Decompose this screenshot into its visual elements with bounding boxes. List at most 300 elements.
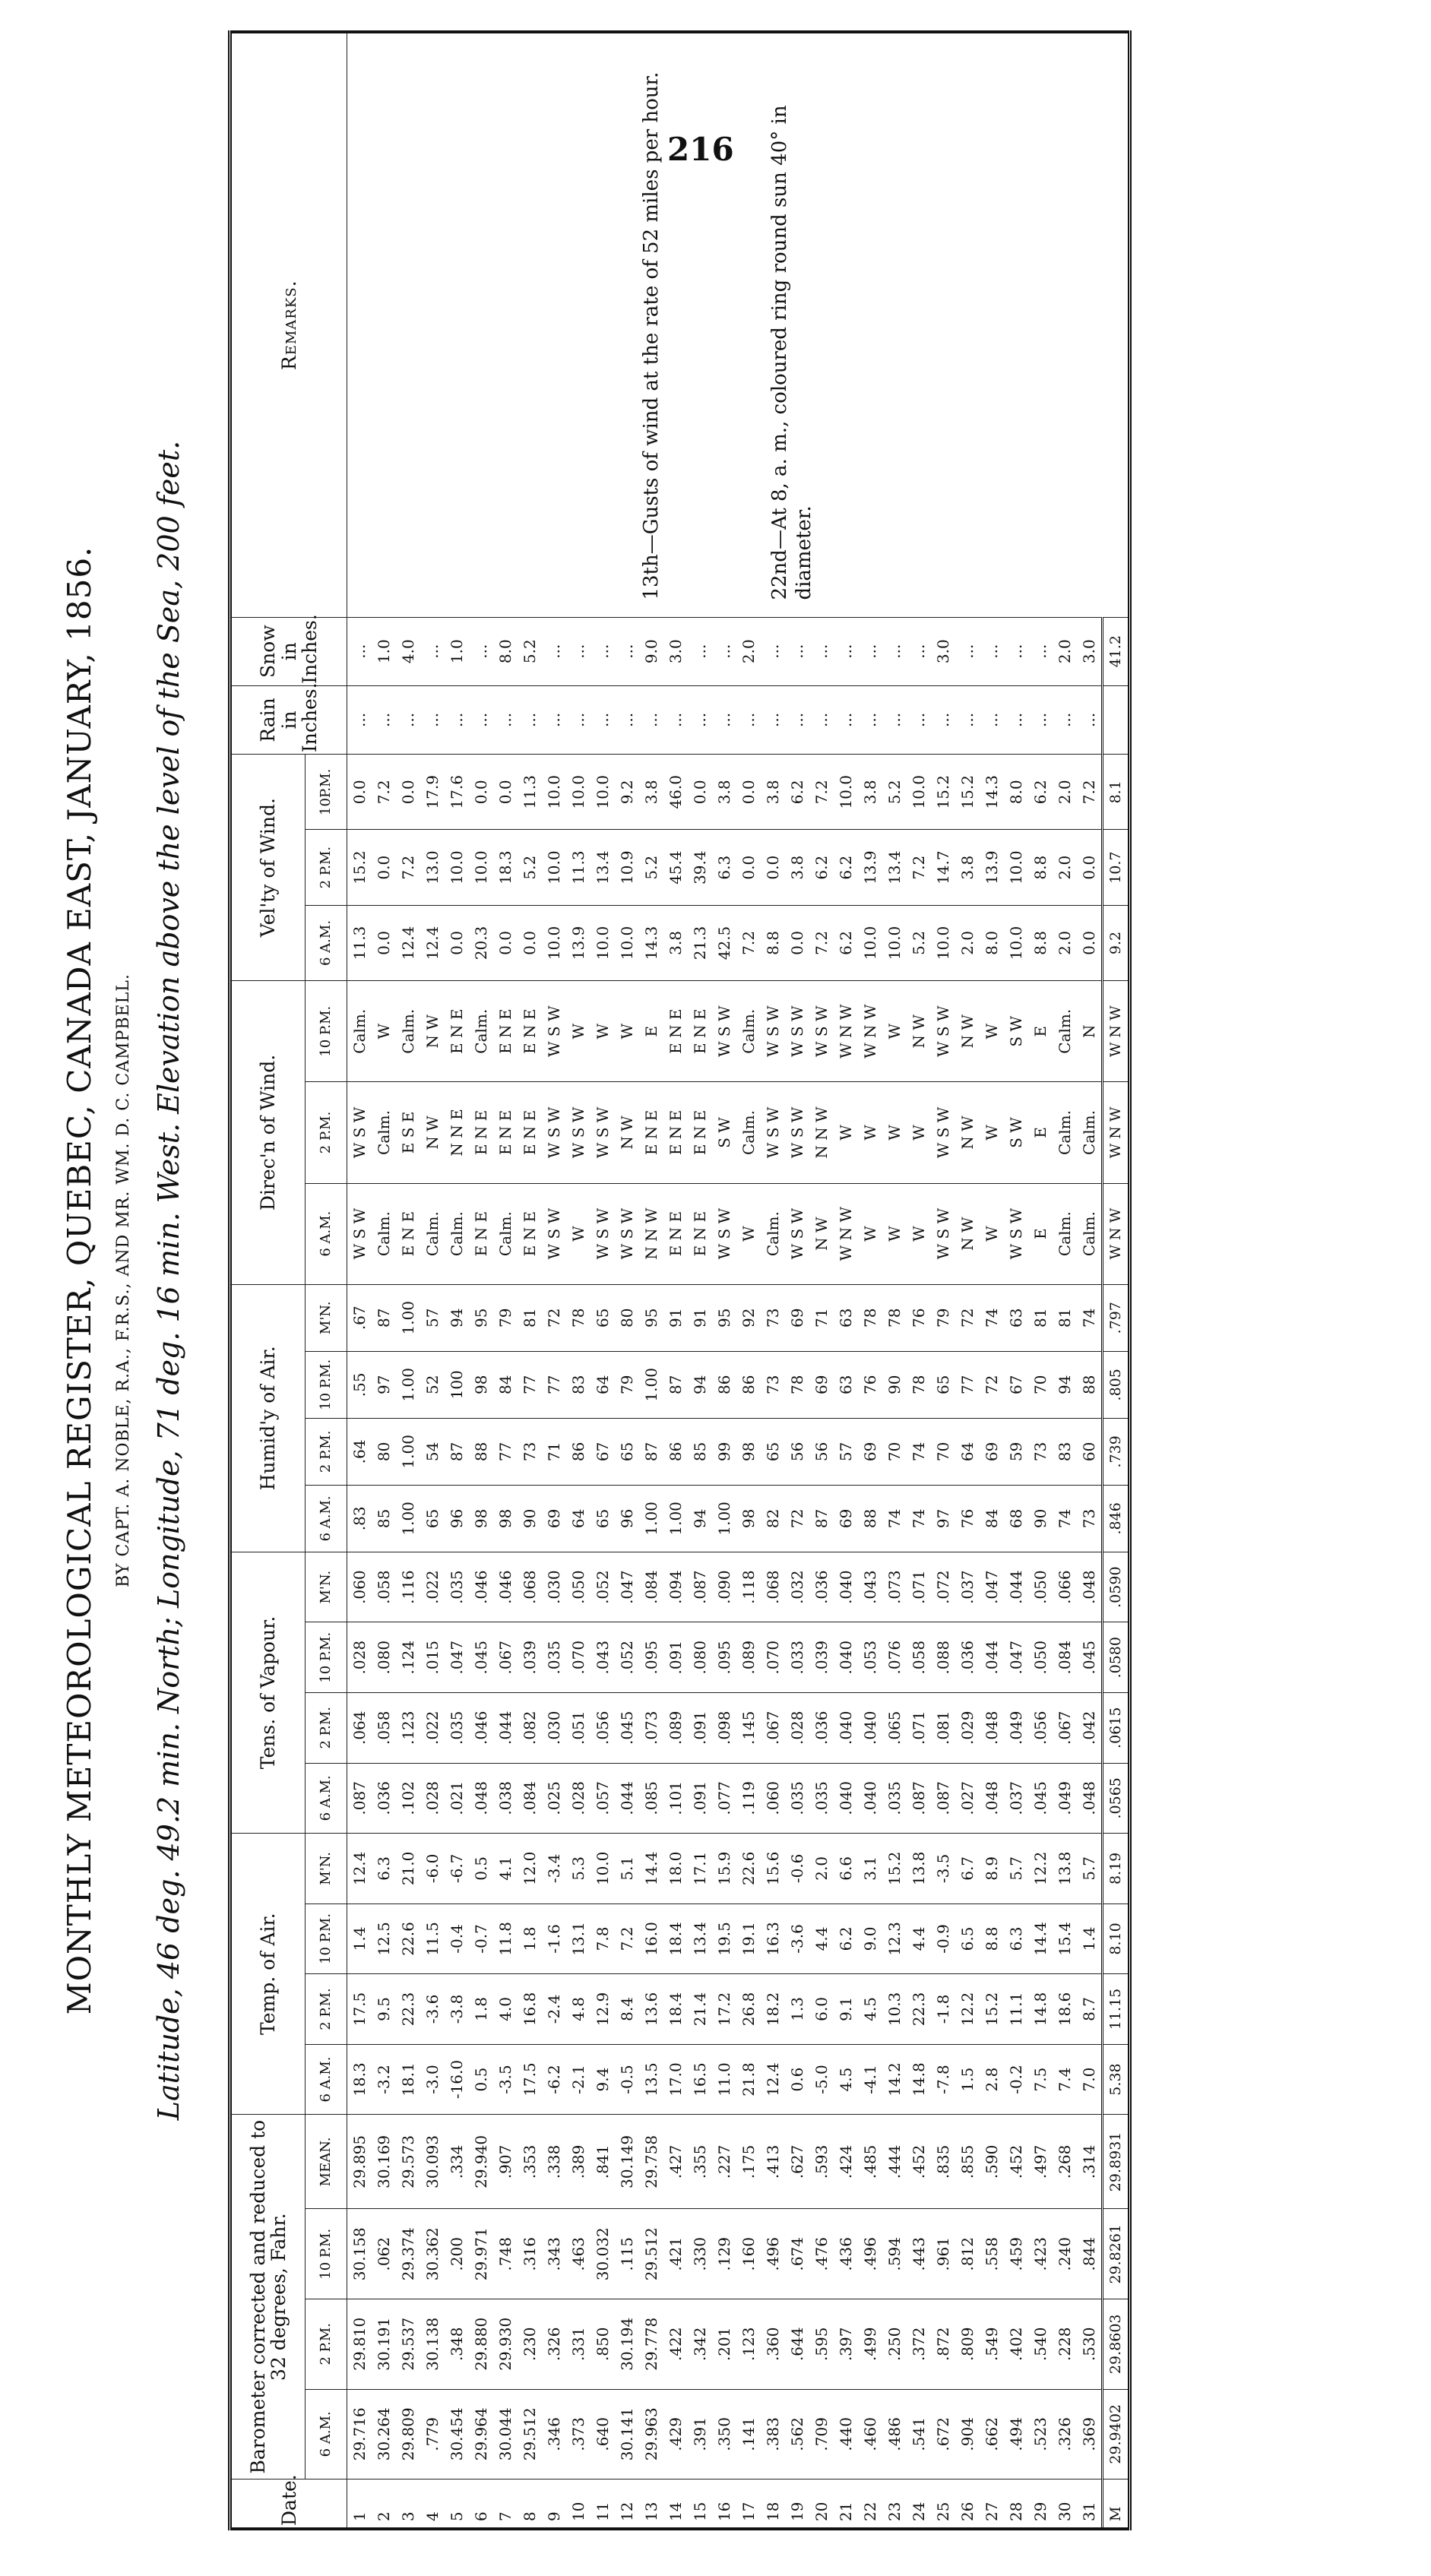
table-cell: Calm. (1077, 1183, 1103, 1284)
table-cell: 84 (980, 1485, 1004, 1552)
table-cell: 8.0 (493, 617, 518, 685)
table-cell: .087 (931, 1763, 955, 1834)
table-cell: 65 (931, 1351, 955, 1418)
table-cell: 15.2 (347, 830, 372, 905)
table-cell: .028 (785, 1692, 809, 1763)
date-header: Date. (230, 2479, 347, 2529)
table-cell: 5.2 (639, 830, 663, 905)
table-cell: 10.0 (834, 755, 858, 830)
table-cell: 39.4 (688, 830, 712, 905)
table-cell: .047 (1004, 1622, 1028, 1693)
table-cell: 9.4 (590, 2044, 615, 2115)
sub-header: 2 P.M. (306, 830, 347, 905)
table-cell: ... (1004, 617, 1028, 685)
table-cell: .314 (1077, 2115, 1103, 2209)
table-cell: 1.00 (663, 1485, 688, 1552)
table-cell: 3.8 (955, 830, 980, 905)
table-cell: .037 (1004, 1763, 1028, 1834)
table-cell: .558 (980, 2209, 1004, 2299)
table-cell: Calm. (469, 981, 493, 1082)
table-cell: 10.0 (566, 755, 590, 830)
table-cell: .036 (809, 1552, 834, 1622)
table-cell: 46.0 (663, 755, 688, 830)
sub-header: MEAN. (306, 2115, 347, 2209)
table-cell: .348 (445, 2299, 469, 2390)
remark-note: 22nd—At 8, a. m., coloured ring round sun 40° in diameter. (768, 105, 815, 600)
table-cell: 6.3 (1004, 1904, 1028, 1974)
table-cell: .021 (445, 1763, 469, 1834)
table-cell: .088 (931, 1622, 955, 1693)
table-cell: .046 (469, 1552, 493, 1622)
table-cell: 8.8 (761, 905, 785, 980)
table-cell: .098 (712, 1692, 736, 1763)
table-cell: 1.4 (347, 1904, 372, 1974)
table-cell: 11 (590, 2479, 615, 2529)
table-cell: 2.0 (809, 1834, 834, 1904)
table-cell: .081 (931, 1692, 955, 1763)
table-cell: .160 (736, 2209, 761, 2299)
table-cell: 5.2 (518, 830, 542, 905)
table-cell: W (566, 1183, 590, 1284)
table-cell: 2.0 (1053, 755, 1077, 830)
table-cell: W N W (858, 981, 882, 1082)
table-cell: .141 (736, 2389, 761, 2479)
table-cell: -1.8 (931, 1974, 955, 2045)
table-cell: .844 (1077, 2209, 1103, 2299)
table-cell: 7.2 (615, 1904, 639, 1974)
table-cell: .779 (420, 2389, 445, 2479)
table-cell: .640 (590, 2389, 615, 2479)
table-cell: .486 (882, 2389, 907, 2479)
table-cell: 14.8 (907, 2044, 931, 2115)
table-cell: ... (761, 685, 785, 754)
table-cell: W (907, 1082, 931, 1183)
table-cell: 5.7 (1004, 1834, 1028, 1904)
table-cell: 7.4 (1053, 2044, 1077, 2115)
table-cell: -2.1 (566, 2044, 590, 2115)
table-cell: 12.4 (396, 905, 420, 980)
table-cell: .809 (955, 2299, 980, 2390)
table-cell: .644 (785, 2299, 809, 2390)
table-cell: 69 (785, 1284, 809, 1351)
table-cell: ... (372, 685, 396, 754)
table-cell: 82 (761, 1485, 785, 1552)
table-cell: .064 (347, 1692, 372, 1763)
table-cell: 90 (518, 1485, 542, 1552)
table-cell: .334 (445, 2115, 469, 2209)
table-cell: 69 (834, 1485, 858, 1552)
table-cell: 29.971 (469, 2209, 493, 2299)
table-cell: 12.2 (955, 1974, 980, 2045)
table-cell: 3.0 (1077, 617, 1103, 685)
table-cell: 29.716 (347, 2389, 372, 2479)
mean-cell: 29.8931 (1103, 2115, 1130, 2209)
table-cell: 10.0 (858, 905, 882, 980)
table-cell: .413 (761, 2115, 785, 2209)
table-cell: .907 (493, 2115, 518, 2209)
table-cell: 72 (785, 1485, 809, 1552)
table-cell: 21.4 (688, 1974, 712, 2045)
table-cell: .070 (761, 1622, 785, 1693)
table-cell: 6.3 (372, 1834, 396, 1904)
table-cell: 65 (590, 1485, 615, 1552)
table-cell: 29.963 (639, 2389, 663, 2479)
table-cell: .961 (931, 2209, 955, 2299)
table-cell: 5.3 (566, 1834, 590, 1904)
table-cell: 85 (688, 1418, 712, 1485)
table-cell: 30.138 (420, 2299, 445, 2390)
table-cell: 7.2 (809, 755, 834, 830)
table-cell: 18.0 (663, 1834, 688, 1904)
table-cell: ... (858, 685, 882, 754)
table-cell: -3.5 (493, 2044, 518, 2115)
table-cell: .102 (396, 1763, 420, 1834)
table-cell: .048 (1077, 1763, 1103, 1834)
table-cell: .095 (639, 1622, 663, 1693)
table-cell: 98 (736, 1418, 761, 1485)
table-cell: .350 (712, 2389, 736, 2479)
table-cell: 8.0 (980, 905, 1004, 980)
table-cell: 77 (518, 1351, 542, 1418)
table-cell: .058 (372, 1552, 396, 1622)
table-cell: 13 (639, 2479, 663, 2529)
table-cell: .045 (1028, 1763, 1053, 1834)
table-cell: 12.4 (420, 905, 445, 980)
table-cell: .048 (1077, 1552, 1103, 1622)
table-cell: W S W (1004, 1183, 1028, 1284)
table-cell: .052 (615, 1622, 639, 1693)
table-cell: ... (566, 685, 590, 754)
table-cell: 15.2 (980, 1974, 1004, 2045)
table-cell: .046 (493, 1552, 518, 1622)
table-cell: E N E (493, 1082, 518, 1183)
table-cell: .422 (663, 2299, 688, 2390)
table-cell: 69 (980, 1418, 1004, 1485)
table-cell: .036 (809, 1692, 834, 1763)
table-cell: 13.6 (639, 1974, 663, 2045)
table-cell: 99 (712, 1418, 736, 1485)
table-cell: ... (785, 685, 809, 754)
table-cell: 18.3 (493, 830, 518, 905)
table-cell: 22.6 (736, 1834, 761, 1904)
table-cell: 1.00 (712, 1485, 736, 1552)
table-cell: S W (1004, 1082, 1028, 1183)
table-cell: ... (493, 685, 518, 754)
table-cell: 10.0 (445, 830, 469, 905)
table-cell: .050 (566, 1552, 590, 1622)
table-cell: .101 (663, 1763, 688, 1834)
table-cell: .748 (493, 2209, 518, 2299)
table-cell: .230 (518, 2299, 542, 2390)
table-cell: 13.1 (566, 1904, 590, 1974)
snow-header: Snow in Inches. (230, 617, 347, 685)
mean-cell: 9.2 (1103, 905, 1130, 980)
table-cell: .035 (445, 1692, 469, 1763)
mean-cell: .805 (1103, 1351, 1130, 1418)
mean-cell: M (1103, 2479, 1130, 2529)
table-cell: -4.1 (858, 2044, 882, 2115)
table-cell: 63 (1004, 1284, 1028, 1351)
table-cell: 26.8 (736, 1974, 761, 2045)
table-cell: 83 (566, 1351, 590, 1418)
table-cell: .201 (712, 2299, 736, 2390)
table-cell: 73 (518, 1418, 542, 1485)
table-cell: .047 (445, 1622, 469, 1693)
table-cell: 59 (1004, 1418, 1028, 1485)
table-cell: ... (931, 685, 955, 754)
table-cell: E N E (518, 1082, 542, 1183)
table-cell: .050 (1028, 1622, 1053, 1693)
table-cell: 57 (834, 1418, 858, 1485)
table-cell: 29.940 (469, 2115, 493, 2209)
table-cell: ... (396, 685, 420, 754)
table-cell: 30 (1053, 2479, 1077, 2529)
table-cell: 91 (663, 1284, 688, 1351)
table-cell: W (882, 981, 907, 1082)
table-cell: .627 (785, 2115, 809, 2209)
table-cell: -0.9 (931, 1904, 955, 1974)
table-cell: 2.0 (955, 905, 980, 980)
table-cell: 83 (1053, 1418, 1077, 1485)
table-cell: W (907, 1183, 931, 1284)
table-cell: .030 (542, 1692, 566, 1763)
table-cell: .330 (688, 2209, 712, 2299)
table-cell: 6.2 (834, 905, 858, 980)
table-cell: 11.5 (420, 1904, 445, 1974)
table-cell: 95 (639, 1284, 663, 1351)
page-number: 216 (667, 131, 734, 168)
register-authors: BY CAPT. A. NOBLE, R.A., F.R.S., AND MR. WM. D. C. CAMPBELL. (114, 973, 133, 1587)
table-cell: 9.2 (615, 755, 639, 830)
table-cell: 0.0 (493, 905, 518, 980)
table-cell: .145 (736, 1692, 761, 1763)
table-cell: 1.8 (518, 1904, 542, 1974)
table-cell: 5 (445, 2479, 469, 2529)
table-cell: 7.8 (590, 1904, 615, 1974)
table-cell: N W (955, 1082, 980, 1183)
table-cell: 3.0 (931, 617, 955, 685)
table-cell: 0.0 (396, 755, 420, 830)
temp-header: Temp. of Air. (230, 1834, 306, 2115)
table-cell: 60 (1077, 1418, 1103, 1485)
table-cell: 30.158 (347, 2209, 372, 2299)
table-cell: .073 (882, 1552, 907, 1622)
table-cell: 1.00 (639, 1351, 663, 1418)
table-cell: -7.8 (931, 2044, 955, 2115)
table-cell: 13.9 (566, 905, 590, 980)
table-cell: .080 (372, 1622, 396, 1693)
table-cell: 98 (469, 1485, 493, 1552)
table-cell: 30.194 (615, 2299, 639, 2390)
table-cell: 13.8 (1053, 1834, 1077, 1904)
table-cell: S W (712, 1082, 736, 1183)
table-cell: 1.00 (396, 1485, 420, 1552)
table-cell: 64 (566, 1485, 590, 1552)
table-cell: 63 (834, 1351, 858, 1418)
table-cell: .028 (420, 1763, 445, 1834)
table-cell: 85 (372, 1485, 396, 1552)
table-cell: 18.1 (396, 2044, 420, 2115)
table-cell: .066 (1053, 1552, 1077, 1622)
table-cell: 2.8 (980, 2044, 1004, 2115)
table-cell: 72 (980, 1351, 1004, 1418)
table-cell: .338 (542, 2115, 566, 2209)
table-cell: .032 (785, 1552, 809, 1622)
table-cell: 78 (907, 1351, 931, 1418)
table-cell: Calm. (1053, 1082, 1077, 1183)
table-cell: 6 (469, 2479, 493, 2529)
table-cell: 15.2 (955, 755, 980, 830)
sub-header: 6 A.M. (306, 1485, 347, 1552)
table-cell: 8.8 (980, 1904, 1004, 1974)
table-cell: .077 (712, 1763, 736, 1834)
sub-header: 10 P.M. (306, 981, 347, 1082)
table-cell: 29.512 (518, 2389, 542, 2479)
table-cell: .55 (347, 1351, 372, 1418)
table-cell: 69 (542, 1485, 566, 1552)
table-cell: 12.4 (347, 1834, 372, 1904)
table-cell: ... (615, 685, 639, 754)
table-cell: .071 (907, 1692, 931, 1763)
table-cell: .674 (785, 2209, 809, 2299)
table-cell: .048 (469, 1763, 493, 1834)
table-cell: 19.1 (736, 1904, 761, 1974)
mean-cell: 8.19 (1103, 1834, 1130, 1904)
table-cell: 78 (785, 1351, 809, 1418)
table-cell: 2.0 (1053, 905, 1077, 980)
table-cell: ... (615, 617, 639, 685)
table-cell: .343 (542, 2209, 566, 2299)
table-cell: ... (590, 685, 615, 754)
table-cell: 68 (1004, 1485, 1028, 1552)
remarks-header: Remarks. (230, 32, 347, 617)
table-cell: 90 (882, 1351, 907, 1418)
table-cell: 29.512 (639, 2209, 663, 2299)
table-cell: ... (1004, 685, 1028, 754)
table-cell: W S W (542, 1082, 566, 1183)
table-cell: ... (518, 685, 542, 754)
table-cell: 19 (785, 2479, 809, 2529)
table-cell: 95 (712, 1284, 736, 1351)
table-cell: 8 (518, 2479, 542, 2529)
table-cell: ... (834, 617, 858, 685)
table-cell: 0.0 (785, 905, 809, 980)
table-cell: 4.5 (834, 2044, 858, 2115)
table-cell: 86 (736, 1351, 761, 1418)
table-cell: 20.3 (469, 905, 493, 980)
table-cell: W S W (931, 1082, 955, 1183)
table-cell: 100 (445, 1351, 469, 1418)
table-cell: .523 (1028, 2389, 1053, 2479)
table-cell: 10.0 (1004, 905, 1028, 980)
table-cell: .022 (420, 1692, 445, 1763)
table-cell: 12.5 (372, 1904, 396, 1974)
table-cell: 22.6 (396, 1904, 420, 1974)
table-cell: .250 (882, 2299, 907, 2390)
table-cell: 21.3 (688, 905, 712, 980)
table-cell: 30.264 (372, 2389, 396, 2479)
table-cell: .123 (736, 2299, 761, 2390)
sub-header: 10 P.M. (306, 1904, 347, 1974)
table-cell: 81 (518, 1284, 542, 1351)
table-cell: E N E (663, 1082, 688, 1183)
table-cell: 14.8 (1028, 1974, 1053, 2045)
sub-header: 6 A.M. (306, 1763, 347, 1834)
table-cell: E (1028, 1082, 1053, 1183)
table-cell: 87 (639, 1418, 663, 1485)
mean-cell: W N W (1103, 981, 1130, 1082)
table-cell: 0.6 (785, 2044, 809, 2115)
table-cell: 79 (493, 1284, 518, 1351)
table-cell: 76 (907, 1284, 931, 1351)
table-cell: .060 (761, 1763, 785, 1834)
table-cell: 57 (420, 1284, 445, 1351)
table-cell: W (834, 1082, 858, 1183)
table-cell: 14.7 (931, 830, 955, 905)
table-cell: 54 (420, 1418, 445, 1485)
table-cell: 8.4 (615, 1974, 639, 2045)
table-cell: N N E (445, 1082, 469, 1183)
table-cell: .040 (834, 1763, 858, 1834)
table-cell: 14 (663, 2479, 688, 2529)
mean-cell (1103, 685, 1130, 754)
table-cell: .123 (396, 1692, 420, 1763)
table-cell: ... (420, 617, 445, 685)
table-cell: N W (907, 981, 931, 1082)
table-cell: 15.4 (1053, 1904, 1077, 1974)
table-cell: 4.8 (566, 1974, 590, 2045)
mean-cell: .846 (1103, 1485, 1130, 1552)
table-cell: 21 (834, 2479, 858, 2529)
table-cell: 5.7 (1077, 1834, 1103, 1904)
table-cell: .027 (955, 1763, 980, 1834)
table-cell: 0.0 (1077, 905, 1103, 980)
table-cell: E N E (688, 1082, 712, 1183)
table-cell: 10.0 (590, 1834, 615, 1904)
table-cell: 11.3 (518, 755, 542, 830)
table-cell: 12 (615, 2479, 639, 2529)
table-cell: 30.032 (590, 2209, 615, 2299)
table-cell: 26 (955, 2479, 980, 2529)
table-cell: .094 (663, 1552, 688, 1622)
table-cell: E N E (469, 1183, 493, 1284)
table-cell: 98 (736, 1485, 761, 1552)
table-cell: -3.6 (420, 1974, 445, 2045)
sub-header: 10P.M. (306, 755, 347, 830)
table-cell: ... (542, 685, 566, 754)
table-cell: W S W (615, 1183, 639, 1284)
table-cell: ... (445, 685, 469, 754)
table-cell: 15.6 (761, 1834, 785, 1904)
table-cell: .316 (518, 2209, 542, 2299)
remark-note: 13th—Gusts of wind at the rate of 52 miles per hour. (640, 71, 663, 600)
table-cell: 56 (809, 1418, 834, 1485)
table-cell: 16.0 (639, 1904, 663, 1974)
table-cell: Calm. (1053, 981, 1077, 1082)
table-cell: 10.0 (590, 755, 615, 830)
table-cell: 5.2 (907, 905, 931, 980)
table-cell: 3 (396, 2479, 420, 2529)
table-cell: -3.4 (542, 1834, 566, 1904)
table-cell: W (615, 981, 639, 1082)
table-cell: 9.5 (372, 1974, 396, 2045)
table-cell: 13.4 (590, 830, 615, 905)
table-cell: ... (882, 685, 907, 754)
table-cell: 17.6 (445, 755, 469, 830)
table-cell: 29 (1028, 2479, 1053, 2529)
table-cell: ... (1053, 685, 1077, 754)
table-cell: 18.6 (1053, 1974, 1077, 2045)
